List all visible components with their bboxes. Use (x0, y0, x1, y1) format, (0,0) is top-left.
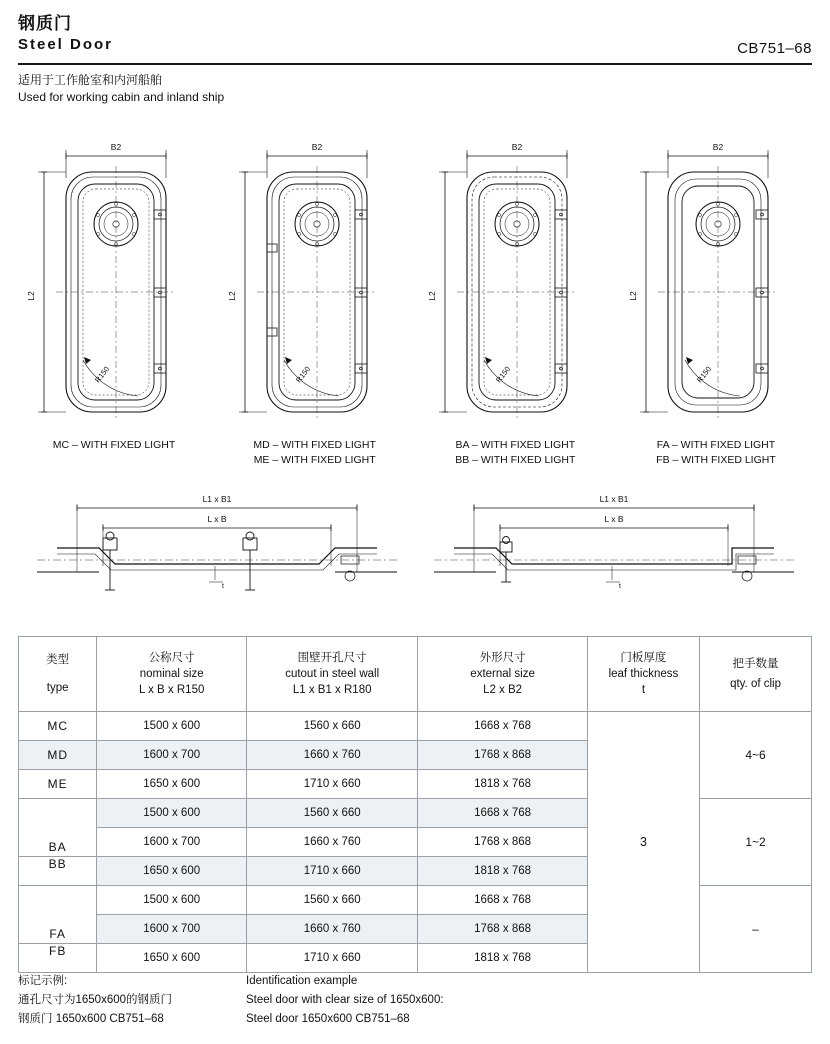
dim-l2-label: L2 (26, 291, 36, 301)
cell-nominal: 1600 x 700 (97, 741, 247, 770)
radius-label: R150 (92, 364, 112, 385)
cell-cutout: 1710 x 660 (247, 857, 418, 886)
door-figures (18, 132, 812, 468)
header-thickness-cn: 门板厚度 (620, 652, 667, 664)
cell-cutout: 1560 x 660 (247, 886, 418, 915)
figure-md-me (219, 132, 411, 468)
section-figures (18, 490, 812, 625)
cell-nominal: 1600 x 700 (97, 915, 247, 944)
note-en-title: Identification example (246, 975, 358, 987)
dim-b2-label: B2 (512, 142, 523, 152)
header-thickness-en: leaf thickness (608, 668, 679, 680)
figure-md-me-caption (219, 438, 411, 468)
radius-label: R150 (494, 364, 513, 385)
standard-code: CB751–68 (737, 40, 812, 57)
header-type-en: type (46, 682, 69, 694)
header-leaf-thickness (587, 637, 699, 712)
spec-table-head (19, 637, 812, 712)
thickness-marker: t (618, 583, 621, 590)
cell-type: FB (19, 944, 97, 973)
cell-type: BB (19, 857, 97, 886)
cell-nominal: 1500 x 600 (97, 886, 247, 915)
header-nominal-en: nominal size (139, 668, 204, 680)
figure-fb-caption-line2: FB – WITH FIXED LIGHT (656, 454, 776, 466)
cell-external: 1668 x 768 (418, 799, 587, 828)
figure-fa-fb-drawing (620, 132, 812, 432)
cell-external: 1768 x 868 (418, 915, 587, 944)
dim-b2-label: B2 (110, 142, 122, 152)
figure-fa-caption-line1: FA – WITH FIXED LIGHT (656, 439, 776, 451)
spec-table-body (19, 712, 812, 973)
header-clip-cn: 把手数量 (732, 658, 779, 670)
cell-type: FA (19, 886, 97, 944)
section-right-drawing (434, 490, 794, 620)
cell-type: MC (19, 712, 97, 741)
figure-bb-caption-line2: BB – WITH FIXED LIGHT (455, 454, 576, 466)
header-cutout-en: cutout in steel wall (285, 668, 380, 680)
page-title-en: Steel Door (18, 36, 114, 53)
table-row (19, 712, 812, 741)
note-en-line1: Steel door with clear size of 1650x600: (246, 994, 444, 1006)
cell-external: 1668 x 768 (418, 712, 587, 741)
cell-cutout: 1660 x 760 (247, 741, 418, 770)
header-type-cn: 类型 (46, 654, 70, 666)
radius-label: R150 (694, 364, 714, 385)
figure-ba-caption-line1: BA – WITH FIXED LIGHT (455, 439, 576, 451)
figure-md-caption-line1: MD – WITH FIXED LIGHT (253, 439, 376, 451)
header-type (19, 637, 97, 712)
spec-table-wrap (18, 636, 812, 973)
cell-external: 1668 x 768 (418, 886, 587, 915)
dim-l1b1-label: L1 x B1 (202, 494, 231, 504)
dim-l1b1-label: L1 x B1 (599, 494, 628, 504)
cell-clip-qty: 1~2 (700, 799, 812, 886)
cell-clip-qty: – (700, 886, 812, 973)
figure-mc-caption (18, 438, 210, 453)
cell-nominal: 1500 x 600 (97, 799, 247, 828)
figure-ba-bb-caption (419, 438, 611, 468)
subtitle-block (18, 72, 618, 106)
header-clip-qty (700, 637, 812, 712)
dim-l2-label: L2 (627, 291, 638, 301)
cell-external: 1818 x 768 (418, 944, 587, 973)
figure-mc-caption-line1: MC – WITH FIXED LIGHT (52, 439, 176, 451)
header-external (418, 637, 587, 712)
cell-cutout: 1660 x 760 (247, 915, 418, 944)
figure-fa-fb (620, 132, 812, 468)
cell-leaf-thickness: 3 (587, 712, 699, 973)
document-header (18, 14, 812, 57)
spec-table (18, 636, 812, 973)
cell-type: MD (19, 741, 97, 770)
figure-mc-drawing (18, 132, 210, 432)
cell-cutout: 1710 x 660 (247, 944, 418, 973)
table-header-row (19, 637, 812, 712)
header-nominal-size (97, 637, 247, 712)
notes-chinese (18, 972, 246, 1029)
header-divider (18, 63, 812, 65)
thickness-marker: t (221, 583, 224, 590)
cell-cutout: 1710 x 660 (247, 770, 418, 799)
cell-nominal: 1650 x 600 (97, 944, 247, 973)
header-thickness-sub: t (641, 684, 646, 696)
cell-clip-qty: 4~6 (700, 712, 812, 799)
dim-lb-label: L x B (603, 514, 624, 524)
dim-b2-label: B2 (311, 142, 322, 152)
figure-ba-bb (419, 132, 611, 468)
section-right (434, 490, 794, 625)
cell-cutout: 1660 x 760 (247, 828, 418, 857)
cell-type: ME (19, 770, 97, 799)
note-cn-title: 标记示例: (18, 975, 68, 987)
cell-cutout: 1560 x 660 (247, 712, 418, 741)
header-nominal-sub: L x B x R150 (138, 684, 205, 696)
figure-fa-fb-caption (620, 438, 812, 468)
subtitle-en: Used for working cabin and inland ship (18, 90, 225, 104)
dim-b2-label: B2 (712, 142, 724, 152)
figure-me-caption-line2: ME – WITH FIXED LIGHT (253, 454, 376, 466)
header-external-en: external size (470, 668, 535, 680)
header-nominal-cn: 公称尺寸 (148, 652, 195, 664)
notes-english (246, 972, 766, 1029)
cell-nominal: 1650 x 600 (97, 857, 247, 886)
cell-external: 1818 x 768 (418, 857, 587, 886)
cell-cutout: 1560 x 660 (247, 799, 418, 828)
note-cn-line2: 钢质门 1650x600 CB751–68 (18, 1013, 164, 1025)
cell-nominal: 1600 x 700 (97, 828, 247, 857)
identification-notes (18, 972, 812, 1029)
figure-ba-bb-drawing (419, 132, 611, 432)
header-cutout (247, 637, 418, 712)
dim-l2-label: L2 (226, 291, 237, 301)
cell-external: 1768 x 868 (418, 828, 587, 857)
cell-external: 1818 x 768 (418, 770, 587, 799)
section-left-drawing (37, 490, 397, 620)
figure-md-me-drawing (219, 132, 411, 432)
subtitle-cn: 适用于工作舱室和内河船舶 (18, 73, 163, 87)
header-clip-en: qty. of clip (730, 678, 781, 690)
note-en-line2: Steel door 1650x600 CB751–68 (246, 1013, 410, 1025)
note-cn-line1: 通孔尺寸为1650x600的钢质门 (18, 994, 173, 1006)
header-external-cn: 外形尺寸 (479, 652, 526, 664)
cell-type: BA (19, 799, 97, 857)
radius-label: R150 (293, 364, 312, 385)
cell-external: 1768 x 868 (418, 741, 587, 770)
dim-l2-label: L2 (427, 291, 438, 301)
section-left (37, 490, 397, 625)
figure-mc (18, 132, 210, 468)
dim-lb-label: L x B (206, 514, 227, 524)
cell-nominal: 1500 x 600 (97, 712, 247, 741)
header-external-sub: L2 x B2 (483, 684, 523, 696)
header-cutout-sub: L1 x B1 x R180 (292, 684, 372, 696)
header-cutout-cn: 围壁开孔尺寸 (297, 652, 367, 664)
cell-nominal: 1650 x 600 (97, 770, 247, 799)
page-title-cn: 钢质门 (18, 14, 72, 33)
